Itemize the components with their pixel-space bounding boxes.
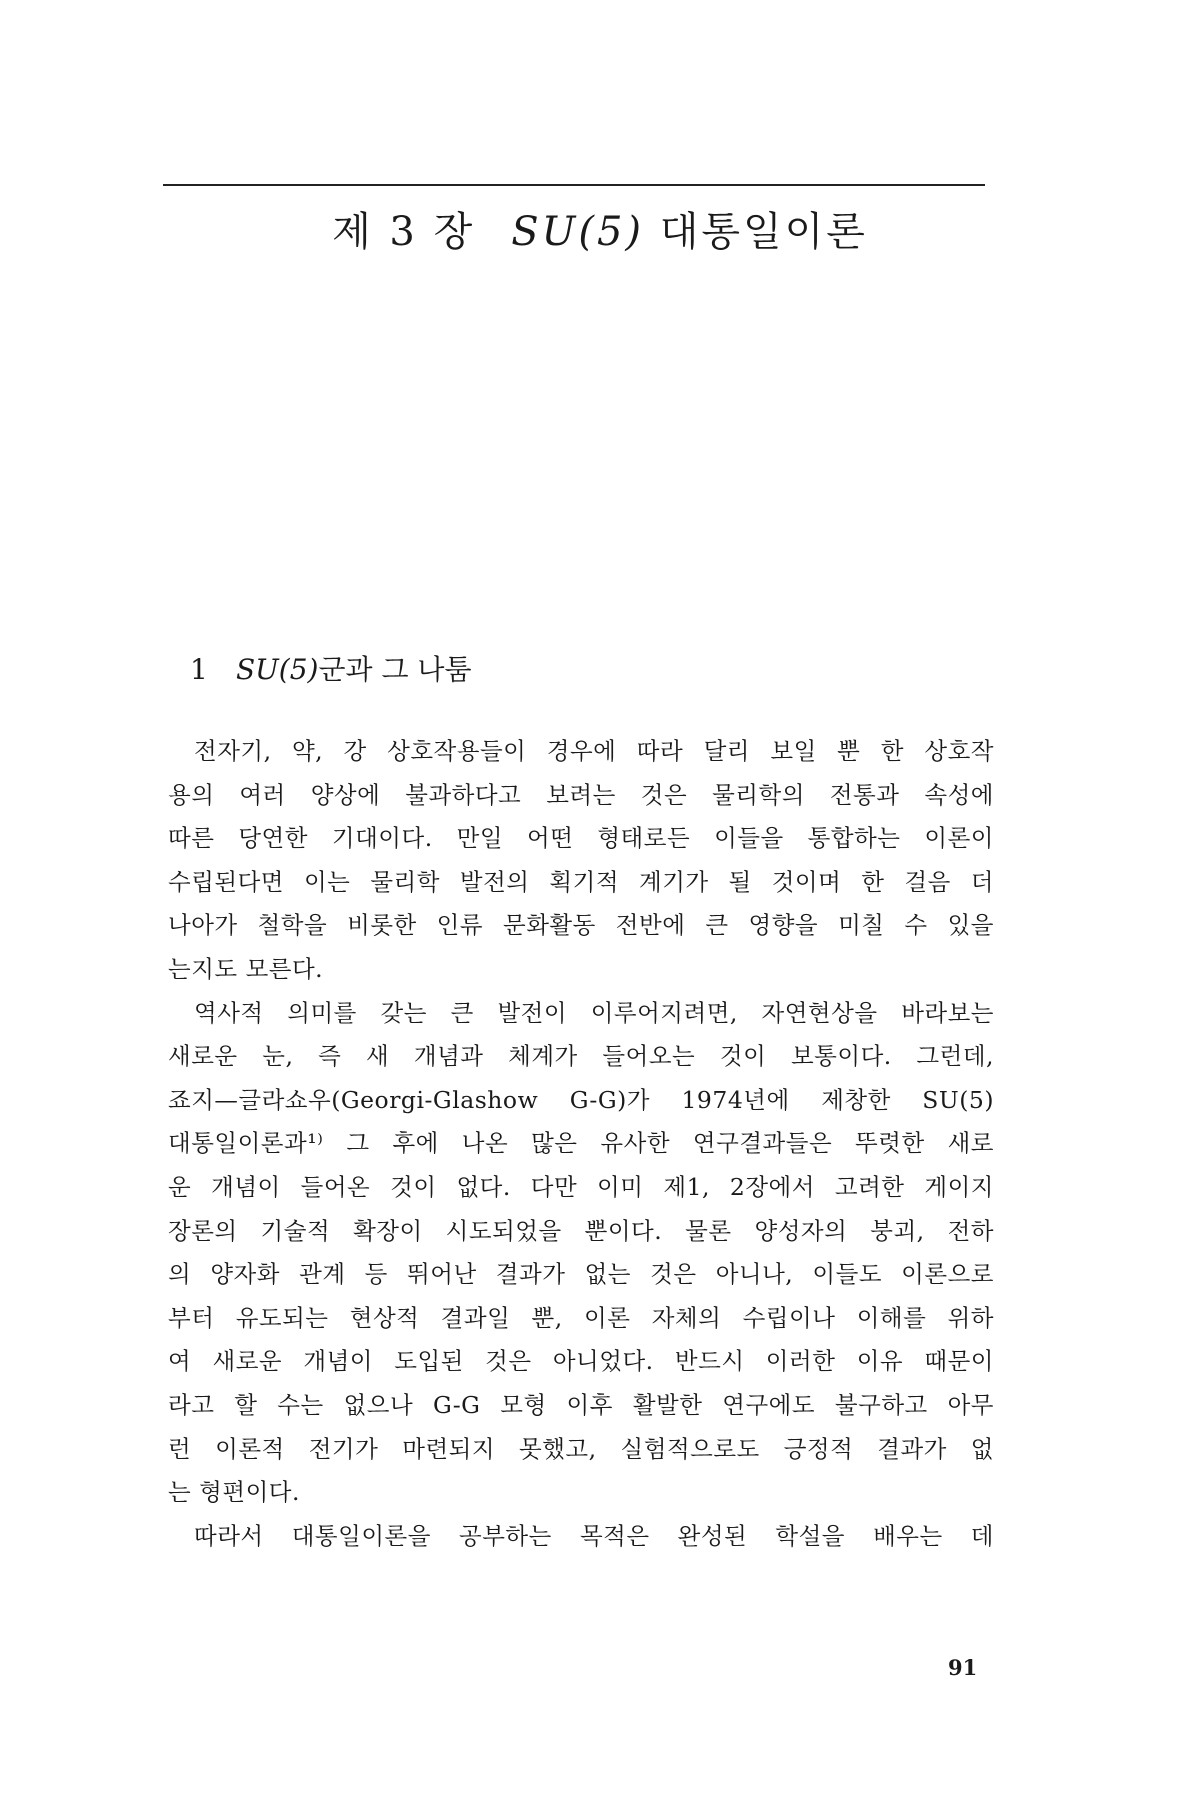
text-line: 장론의 기술적 확장이 시도되었을 뿐이다. 물론 양성자의 붕괴, 전하	[168, 1216, 994, 1245]
text-line: 역사적 의미를 갖는 큰 발전이 이루어지려면, 자연현상을 바라보는	[194, 998, 994, 1027]
text-line: 대통일이론과¹⁾ 그 후에 나온 많은 유사한 연구결과들은 뚜렷한 새로	[168, 1129, 994, 1158]
top-rule	[163, 184, 985, 186]
text-line: 따라서 대통일이론을 공부하는 목적은 완성된 학설을 배우는 데	[194, 1521, 994, 1550]
text-line: 라고 할 수는 없으나 G-G 모형 이후 활발한 연구에도 불구하고 아무	[168, 1390, 994, 1419]
text-line: 용의 여러 양상에 불과하다고 보려는 것은 물리학의 전통과 속성에	[168, 780, 994, 809]
text-line: 새로운 눈, 즉 새 개념과 체계가 들어오는 것이 보통이다. 그런데,	[168, 1042, 994, 1071]
text-line: 운 개념이 들어온 것이 없다. 다만 이미 제1, 2장에서 고려한 게이지	[168, 1172, 994, 1201]
section-title-text: 군과 그 나툼	[318, 653, 472, 686]
chapter-title-math: SU(5)	[511, 209, 645, 255]
text-line: 따른 당연한 기대이다. 만일 어떤 형태로든 이들을 통합하는 이론이	[168, 824, 994, 853]
page-number: 91	[948, 1655, 978, 1680]
text-line: 부터 유도되는 현상적 결과일 뿐, 이론 자체의 수립이나 이해를 위하	[168, 1303, 994, 1332]
text-line: 죠지—글라쇼우(Georgi-Glashow G-G)가 1974년에 제창한 SU(5)	[168, 1085, 994, 1114]
text-line: 수립된다면 이는 물리학 발전의 획기적 계기가 될 것이며 한 걸음 더	[168, 867, 994, 896]
chapter-number-label: 제 3 장	[332, 209, 476, 255]
section-title-math: SU(5)	[236, 653, 319, 686]
section-number: 1	[190, 653, 208, 686]
text-line: 의 양자화 관계 등 뛰어난 결과가 없는 것은 아니나, 이들도 이론으로	[168, 1260, 994, 1289]
text-line: 여 새로운 개념이 도입된 것은 아니었다. 반드시 이러한 이유 때문이	[168, 1347, 994, 1376]
section-heading	[190, 648, 472, 688]
text-line: 는 형편이다.	[168, 1478, 300, 1507]
text-line: 전자기, 약, 강 상호작용들이 경우에 따라 달리 보일 뿐 한 상호작	[194, 737, 994, 765]
text-line: 런 이론적 전기가 마련되지 못했고, 실험적으로도 긍정적 결과가 없	[168, 1434, 994, 1463]
chapter-title-text: 대통일이론	[659, 209, 868, 255]
body-text	[168, 730, 994, 1558]
text-line: 나아가 철학을 비롯한 인류 문화활동 전반에 큰 영향을 미칠 수 있을	[168, 911, 994, 940]
chapter-title	[0, 200, 1200, 257]
text-line: 는지도 모른다.	[168, 954, 324, 983]
